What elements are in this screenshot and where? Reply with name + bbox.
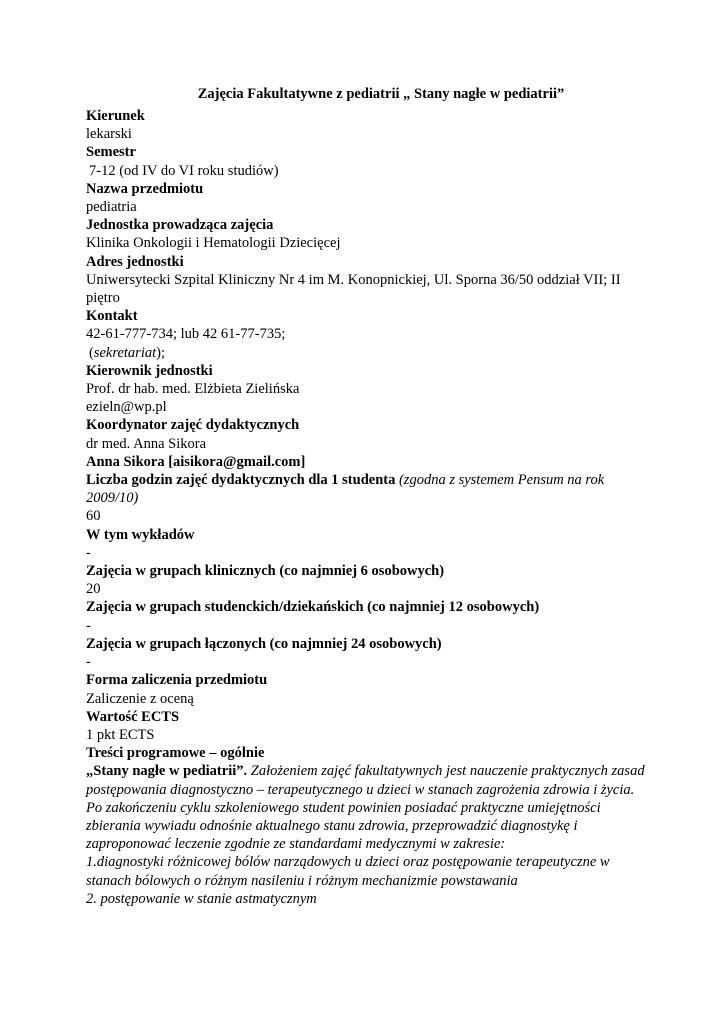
laczone-label: Zajęcia w grupach łączonych (co najmniej 24 osobowych) xyxy=(86,635,442,652)
kontakt-note-text: sekretariat xyxy=(93,344,157,361)
tresci-intro: Założeniem zajęć fakultatywnych jest nauczenie praktycznych zasad postępowania diagnostyczno – terapeutycznego u dzieci w stanach zagrożenia zdrowia i życia. Po zakończeniu cyklu szkoleniowego student powinien posiadać praktyczne umiejętności zbierania wywiadu odnośnie aktualnego stanu zdrowia, przeprowadzić diagnostykę i zaproponować leczenie zgodnie ze standardami medycznymi w zakresie: xyxy=(86,763,645,853)
kierunek-value: lekarski xyxy=(86,126,132,143)
godziny-row xyxy=(86,471,646,507)
nazwa-label: Nazwa przedmiotu xyxy=(86,180,204,197)
adres-value: Uniwersytecki Szpital Kliniczny Nr 4 im M. Konopnickiej, Ul. Sporna 36/50 oddział VII; II piętro xyxy=(86,271,621,307)
kierunek-label: Kierunek xyxy=(86,108,145,124)
koordynator-name: dr med. Anna Sikora xyxy=(86,435,207,452)
adres-label: Adres jednostki xyxy=(86,253,184,270)
nazwa-value: pediatria xyxy=(86,199,137,216)
ects-value: 1 pkt ECTS xyxy=(86,726,155,743)
document-title: Zajęcia Fakultatywne z pediatrii „ Stany nagłe w pediatrii” xyxy=(197,86,565,102)
laczone-value: - xyxy=(86,654,91,671)
forma-label: Forma zaliczenia przedmiotu xyxy=(86,672,268,689)
semestr-label: Semestr xyxy=(86,144,136,161)
studenckie-value: - xyxy=(86,617,91,634)
koordynator-label: Koordynator zajęć dydaktycznych xyxy=(86,417,300,434)
document-page xyxy=(86,85,646,908)
studenckie-label: Zajęcia w grupach studenckich/dziekańskich (co najmniej 12 osobowych) xyxy=(86,599,540,616)
godziny-note: (zgodna z systemem Pensum na rok 2009/10) xyxy=(86,472,605,507)
koordynator-contact: Anna Sikora [aisikora@gmail.com] xyxy=(86,453,306,470)
ects-label: Wartość ECTS xyxy=(86,708,180,725)
tresci-label: Treści programowe – ogólnie xyxy=(86,745,265,762)
kliniczne-value: 20 xyxy=(86,581,101,598)
tresci-bold: „Stany nagłe w pediatrii”. xyxy=(86,763,248,780)
kontakt-note: (sekretariat); xyxy=(89,344,165,361)
kierownik-label: Kierownik jednostki xyxy=(86,362,213,379)
forma-value: Zaliczenie z oceną xyxy=(86,690,194,707)
kliniczne-label: Zajęcia w grupach klinicznych (co najmniej 6 osobowych) xyxy=(86,563,445,580)
wyklady-label: W tym wykładów xyxy=(86,526,195,543)
semestr-value: 7-12 (od IV do VI roku studiów) xyxy=(89,162,279,179)
jednostka-label: Jednostka prowadząca zajęcia xyxy=(86,217,274,234)
tresci-item-2: 2. postępowanie w stanie astmatycznym xyxy=(86,890,317,907)
tresci-item-1: 1.diagnostyki różnicowej bólów narządowych u dzieci oraz postępowanie terapeutyczne w stanach bólowych o różnym nasileniu i różnym mechanizmie powstawania xyxy=(86,854,610,889)
kontakt-label: Kontakt xyxy=(86,308,138,325)
godziny-value: 60 xyxy=(86,508,101,525)
kierownik-name: Prof. dr hab. med. Elżbieta Zielińska xyxy=(86,381,300,398)
kontakt-phone: 42-61-777-734; lub 42 61-77-735; xyxy=(86,326,286,343)
jednostka-value: Klinika Onkologii i Hematologii Dziecięcej xyxy=(86,235,341,252)
godziny-label: Liczba godzin zajęć dydaktycznych dla 1 studenta xyxy=(86,472,396,489)
kierownik-email: ezieln@wp.pl xyxy=(86,399,167,416)
tresci-paragraph xyxy=(86,762,646,853)
wyklady-value: - xyxy=(86,544,91,561)
